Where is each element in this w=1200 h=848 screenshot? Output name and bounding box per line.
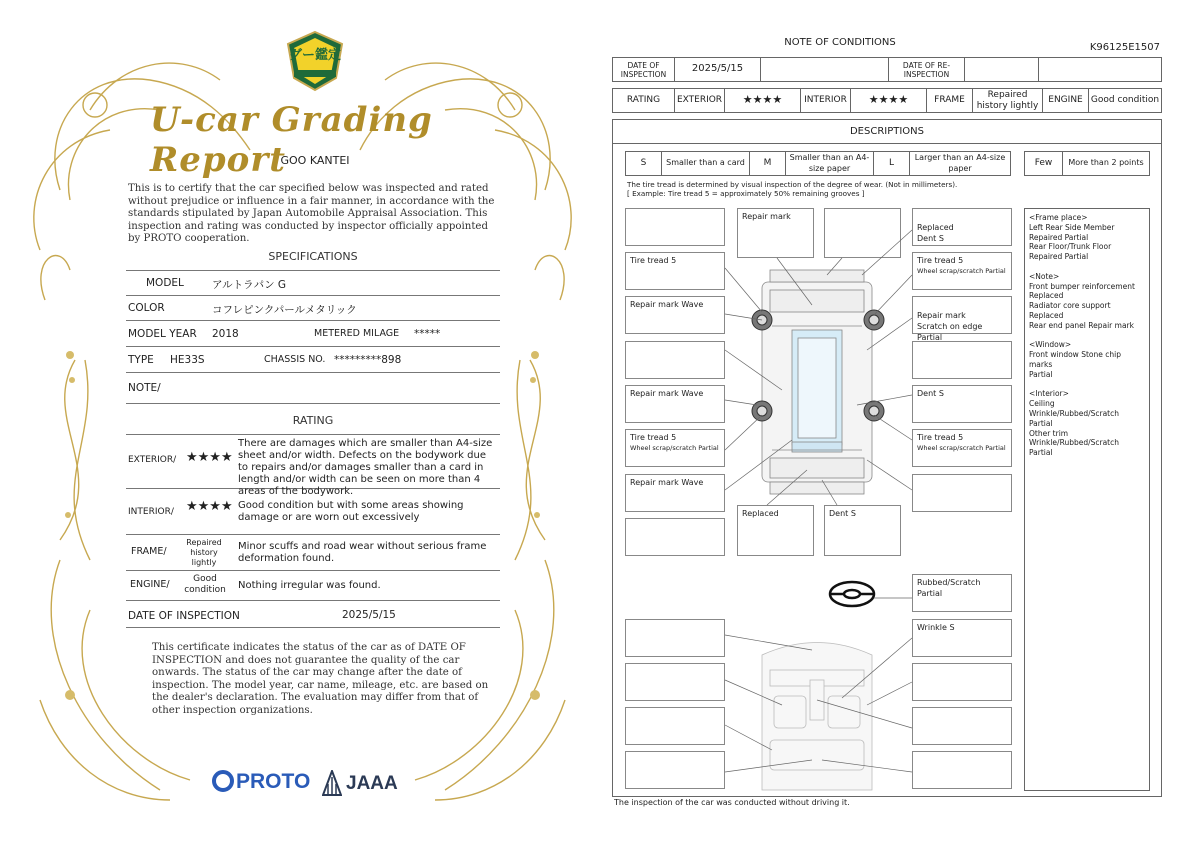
logo-bar <box>210 768 410 798</box>
inspection-date-label: DATE OF INSPECTION <box>128 610 240 622</box>
model-year-row <box>126 321 500 347</box>
annotation-repair-mark: Repair mark <box>742 212 791 221</box>
badge-text: グー鑑定 <box>288 48 341 63</box>
annotation-repair-wave-1: Repair mark Wave <box>630 300 704 309</box>
legend-s-desc: Smaller than a card <box>662 152 750 176</box>
note-label: NOTE/ <box>128 382 161 394</box>
note-row <box>126 373 500 404</box>
interior-stars-cell: ★★★★ <box>851 89 927 113</box>
engine-value: Good condition <box>184 574 226 595</box>
rating-summary-table <box>612 88 1162 113</box>
frame-notes-panel: <Frame place> Left Rear Side Member Repaired Partial Rear Floor/Trunk Floor Repaired Partial <Note> Front bumper reinforcement Replaced Radiator core support Replaced Rear end panel Repair mark <Window> Front window Stone chip marks Partial <Interior> Ceiling Wrinkle/Rubbed/Scratch Partial Other trim Wrinkle/Rubbed/Scratch Partial <box>1024 208 1150 791</box>
frame-label: FRAME/ <box>131 546 167 557</box>
legend-l-desc: Larger than an A4-size paper <box>910 152 1011 176</box>
chassis-value: *********898 <box>334 354 402 366</box>
certificate-title: U-car Grading Report <box>150 100 433 180</box>
annotation-repair-wave-2: Repair mark Wave <box>630 389 704 398</box>
color-label: COLOR <box>128 302 165 314</box>
frame-label-cell: FRAME <box>927 89 973 113</box>
exterior-stars-cell: ★★★★ <box>725 89 801 113</box>
proto-logo-icon <box>212 770 234 792</box>
annotation-tire-left-rear: Tire tread 5 <box>630 433 677 442</box>
date-of-inspection-label: DATE OF INSPECTION <box>613 58 675 82</box>
model-label: MODEL <box>146 277 184 289</box>
annotation-tire-right-rear: Tire tread 5 <box>917 433 964 442</box>
annotation-tire-right-front-sub: Wheel scrap/scratch Partial <box>917 267 1006 275</box>
type-value: HE33S <box>170 354 205 366</box>
type-row <box>126 347 500 373</box>
descriptions-heading: DESCRIPTIONS <box>613 120 1161 144</box>
type-label: TYPE <box>128 354 154 366</box>
jaaa-logo-icon <box>322 770 342 796</box>
engine-label: ENGINE/ <box>130 579 170 590</box>
legend-m-desc: Smaller than an A4-size paper <box>786 152 874 176</box>
rating-heading: RATING <box>292 414 334 427</box>
goo-kantei-badge <box>286 30 344 92</box>
frame-value-cell: Repaired history lightly <box>973 89 1043 113</box>
color-row <box>126 296 500 321</box>
legend-s: S <box>626 152 662 176</box>
annotation-dent-s-right: Dent S <box>917 389 944 398</box>
annotation-wrinkle: Wrinkle S <box>917 623 955 632</box>
interior-label-cell: INTERIOR <box>801 89 851 113</box>
model-row <box>126 271 500 296</box>
interior-description: Good condition but with some areas showing damage or are worn out excessively <box>238 500 464 523</box>
engine-rating-row <box>126 571 500 601</box>
annotation-tire-right-front: Tire tread 5 <box>917 256 964 265</box>
frame-value: Repaired history lightly <box>186 538 222 567</box>
inspection-date-row <box>126 601 500 628</box>
report-code: K96125E1507 <box>1089 42 1160 53</box>
exterior-stars: ★★★★ <box>186 450 233 465</box>
interior-rating-row <box>126 489 500 535</box>
engine-label-cell: ENGINE <box>1043 89 1089 113</box>
mileage-value: ***** <box>414 328 441 340</box>
inspection-date-table <box>612 57 1162 82</box>
steering-wheel-icon <box>830 582 874 606</box>
certificate-disclaimer: This certificate indicates the status of the car as of DATE OF INSPECTION and does not guarantee the quality of the car onwards. The status of the car may change after the date of inspection. The model year, car name, mileage, etc. are based on the dealer's declaration. The evaluation may differ from that of other inspection organizations. <box>152 642 489 716</box>
few-legend <box>1024 151 1150 176</box>
model-year-label: MODEL YEAR <box>128 328 197 340</box>
interior-stars: ★★★★ <box>186 499 233 514</box>
exterior-label: EXTERIOR/ <box>128 455 177 465</box>
frame-description: Minor scuffs and road wear without serious frame deformation found. <box>238 541 487 564</box>
tread-note-1: The tire tread is determined by visual inspection of the degree of wear. (Not in millimeters). <box>627 180 958 189</box>
color-value: コフレピンクパールメタリック <box>212 304 357 316</box>
specifications-heading: SPECIFICATIONS <box>268 250 358 263</box>
certificate-subtitle: GOO KANTEI <box>280 154 350 167</box>
annotation-replaced-dent: Replaced Dent S <box>917 223 954 243</box>
car-damage-diagram <box>612 200 1022 800</box>
engine-description: Nothing irregular was found. <box>238 580 381 591</box>
proto-logo-text: PROTO <box>236 770 311 793</box>
annotation-tire-left-front: Tire tread 5 <box>630 256 677 265</box>
certificate-intro: This is to certify that the car specified below was inspected and rated without prejudice or influence in a fair manner, in accordance with the standards stipulated by Japan Automobile Appraisal Association. This inspection and rating was conducted by inspector officially appointed by PROTO cooperation. <box>128 183 495 245</box>
annotation-tire-right-rear-sub: Wheel scrap/scratch Partial <box>917 444 1006 452</box>
jaaa-logo-text: JAAA <box>346 773 398 794</box>
annotation-dent-s-rear: Dent S <box>829 509 856 518</box>
date-of-inspection-value: 2025/5/15 <box>675 58 761 82</box>
model-value: アルトラパン G <box>212 279 287 291</box>
annotation-repair-edge: Repair mark Scratch on edge Partial <box>917 311 983 342</box>
conditions-title: NOTE OF CONDITIONS <box>784 37 896 48</box>
legend-l: L <box>874 152 910 176</box>
inspection-date-value: 2025/5/15 <box>342 609 396 621</box>
model-year-value: 2018 <box>212 328 239 340</box>
annotation-repair-wave-3: Repair mark Wave <box>630 478 704 487</box>
legend-few-desc: More than 2 points <box>1063 152 1150 176</box>
annotation-steering-rubbed: Rubbed/Scratch Partial <box>917 578 981 598</box>
chassis-label: CHASSIS NO. <box>264 354 326 365</box>
interior-label: INTERIOR/ <box>128 507 174 517</box>
engine-value-cell: Good condition <box>1089 89 1162 113</box>
annotation-tire-left-rear-sub: Wheel scrap/scratch Partial <box>630 444 719 452</box>
annotation-replaced-rear: Replaced <box>742 509 779 518</box>
frame-rating-row <box>126 535 500 571</box>
date-of-reinspection-label: DATE OF RE-INSPECTION <box>889 58 965 82</box>
exterior-label-cell: EXTERIOR <box>675 89 725 113</box>
exterior-rating-row <box>126 435 500 497</box>
legend-m: M <box>750 152 786 176</box>
conditions-footer: The inspection of the car was conducted without driving it. <box>614 798 850 807</box>
legend-few: Few <box>1025 152 1063 176</box>
exterior-description: There are damages which are smaller than A4-size sheet and/or width. Defects on the bodywork due to repairs and/or damages smaller than a card in length and/or width can be seen on more than 4 areas of the bodywork. <box>238 438 493 497</box>
tread-note-2: [ Example: Tire tread 5 = approximately 50% remaining grooves ] <box>627 189 865 198</box>
rating-label: RATING <box>613 89 675 113</box>
mileage-label: METERED MILAGE <box>314 328 400 339</box>
severity-legend <box>625 151 1011 176</box>
